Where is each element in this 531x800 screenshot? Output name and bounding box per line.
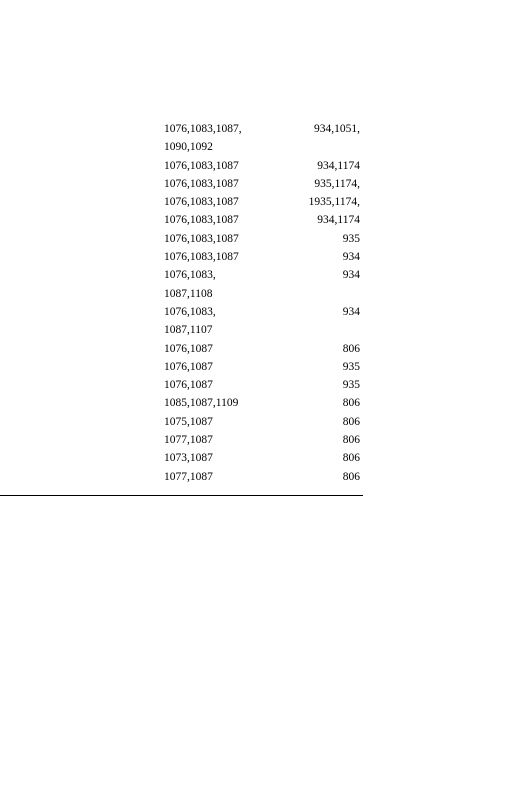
table-row bbox=[0, 413, 363, 431]
refs-primary-cell: 1073,1087 bbox=[164, 452, 213, 465]
refs-primary-cell: 1087,1108 bbox=[164, 287, 213, 300]
refs-primary-cell: 1076,1083,1087 bbox=[164, 251, 239, 264]
refs-primary-cell: 1087,1107 bbox=[164, 324, 213, 337]
refs-secondary-cell: 934,1051, bbox=[314, 123, 360, 135]
refs-primary-cell: 1076,1083,1087, bbox=[164, 123, 242, 135]
refs-primary-cell: 1075,1087 bbox=[164, 415, 213, 428]
refs-primary-cell: 1076,1083,1087 bbox=[164, 177, 239, 190]
table-row bbox=[0, 230, 363, 248]
refs-primary-cell: 1076,1083, bbox=[164, 269, 216, 282]
refs-primary-cell: 1076,1087 bbox=[164, 379, 213, 392]
refs-secondary-cell: 934,1174 bbox=[317, 214, 360, 227]
refs-secondary-cell: 935 bbox=[342, 379, 360, 392]
table-row bbox=[0, 340, 363, 358]
table-row bbox=[0, 358, 363, 376]
refs-primary-cell: 1090,1092 bbox=[164, 141, 213, 154]
table-row bbox=[0, 449, 363, 467]
table-row bbox=[0, 138, 363, 156]
refs-secondary-cell: 935 bbox=[342, 360, 360, 373]
refs-primary-cell: 1076,1083,1087 bbox=[164, 232, 239, 245]
refs-secondary-cell: 934 bbox=[342, 305, 360, 318]
table-row bbox=[0, 468, 363, 486]
table-row bbox=[0, 394, 363, 412]
refs-primary-cell: 1076,1083,1087 bbox=[164, 159, 239, 172]
table-row bbox=[0, 175, 363, 193]
refs-secondary-cell: 934 bbox=[342, 251, 360, 264]
table-row bbox=[0, 266, 363, 284]
refs-secondary-cell: 806 bbox=[342, 342, 360, 355]
table-row bbox=[0, 248, 363, 266]
refs-primary-cell: 1076,1083,1087 bbox=[164, 196, 239, 209]
table-row bbox=[0, 321, 363, 339]
refs-primary-cell: 1085,1087,1109 bbox=[164, 397, 239, 410]
table-row bbox=[0, 157, 363, 175]
table-row bbox=[0, 211, 363, 229]
refs-secondary-cell: 806 bbox=[342, 452, 360, 465]
refs-primary-cell: 1076,1087 bbox=[164, 342, 213, 355]
table-row bbox=[0, 303, 363, 321]
refs-secondary-cell: 806 bbox=[342, 415, 360, 428]
transitions-table bbox=[0, 120, 363, 486]
refs-primary-cell: 1077,1087 bbox=[164, 434, 213, 447]
refs-secondary-cell: 806 bbox=[342, 470, 360, 483]
table-row bbox=[0, 120, 363, 138]
refs-secondary-cell: 806 bbox=[342, 397, 360, 410]
refs-primary-cell: 1076,1083,1087 bbox=[164, 214, 239, 227]
table-row bbox=[0, 193, 363, 211]
refs-secondary-cell: 806 bbox=[342, 434, 360, 447]
refs-primary-cell: 1076,1083, bbox=[164, 305, 216, 318]
refs-secondary-cell: 934,1174 bbox=[317, 159, 360, 172]
refs-primary-cell: 1076,1087 bbox=[164, 360, 213, 373]
refs-secondary-cell: 1935,1174, bbox=[308, 196, 360, 209]
table-bottom-rule bbox=[0, 495, 363, 496]
table-row bbox=[0, 376, 363, 394]
table-row bbox=[0, 285, 363, 303]
refs-secondary-cell: 935 bbox=[342, 232, 360, 245]
refs-secondary-cell: 935,1174, bbox=[314, 177, 360, 190]
table-row bbox=[0, 431, 363, 449]
refs-secondary-cell: 934 bbox=[342, 269, 360, 282]
refs-primary-cell: 1077,1087 bbox=[164, 470, 213, 483]
